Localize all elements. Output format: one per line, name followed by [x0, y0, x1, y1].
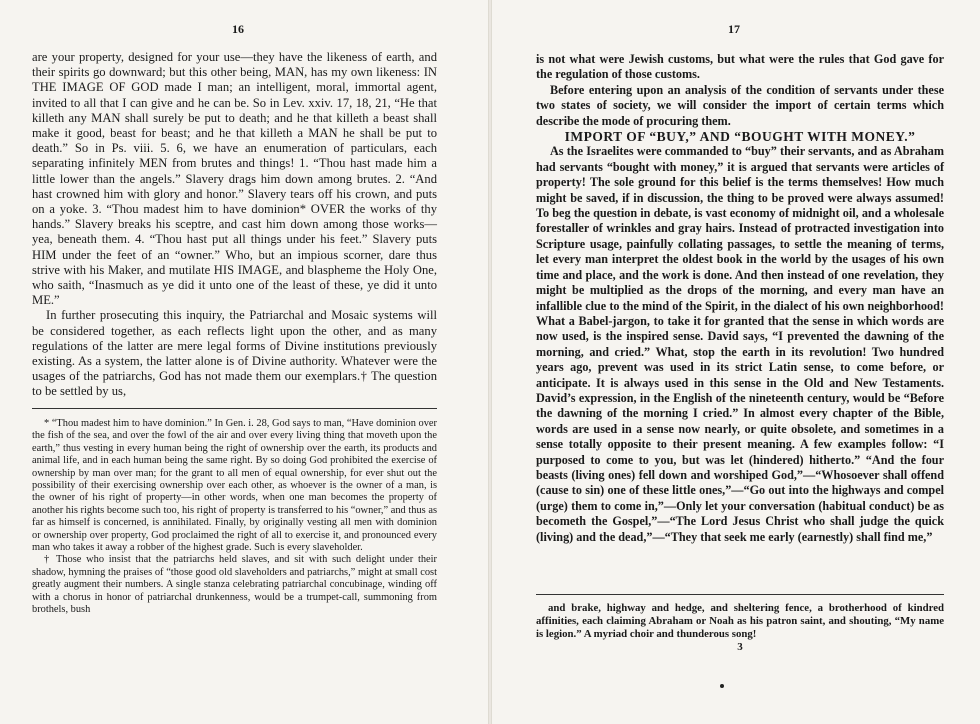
ink-speck	[720, 684, 724, 688]
left-footnote-2: † Those who insist that the patriarchs held slaves, and sit with such delight under their shadow, hymning the praises of “those good old slaveholders and patriarchs,” might at small cost greatly augment their numbers. A single stanza celebrating patriarchal concubinage, winding off with a chorus in honor of patriarchal drunkenness, would be a trumpet-call, summoning from brothels, bush	[32, 554, 437, 616]
left-page-number: 16	[232, 22, 244, 36]
right-footnote: and brake, highway and hedge, and sheltering fence, a brotherhood of kindred affinities, each claiming Abraham or Noah as his patron saint, and shouting, “My name is legion.” A myriad choir and thunderous song!	[536, 602, 944, 640]
right-body-text	[536, 52, 944, 545]
left-footnotes	[32, 418, 437, 617]
left-footnote-rule	[32, 408, 437, 409]
right-page-number: 17	[728, 22, 740, 36]
right-paragraph-2: Before entering upon an analysis of the condition of servants under these two states of society, we will consider the import of certain terms which describe the mode of procuring them.	[536, 82, 944, 128]
left-footnote-1: * “Thou madest him to have dominion.” In Gen. i. 28, God says to man, “Have dominion over the fish of the sea, and over the fowl of the air and over every living thing that moveth upon the earth,” thus vesting in every human being the right of ownership over the earth, its products and animal life, and in each human being the same right. By so doing God prohibited the exercise of ownership by man over man; for the grant to all men of equal ownership, for ever shut out the possibility of their exercising ownership over each other, as whoever is the owner of a man, is the owner of his right of property—in other words, when one man becomes the property of another his rights become such too, his right of property is transferred to his “owner,” and thus as far as himself is concerned, is annihilated. Finally, by originally vesting all men with dominion or ownership over property, God proclaimed the right of all to exercise it, and pronounced every man who takes it away a robber of the highest grade. Such is every slaveholder.	[32, 418, 437, 554]
right-footnote-rule	[536, 594, 944, 595]
right-page	[490, 0, 980, 724]
left-paragraph-2: In further prosecuting this inquiry, the Patriarchal and Mosaic systems will be considered together, as each reflects light upon the other, and as many regulations of the latter are mere legal forms of Divine institutions previously existing. As a system, the latter alone is of Divine authority. Whatever were the usages of the patriarchs, God has not made them our exemplars.† The question to be settled by us,	[32, 308, 437, 399]
left-body-text	[32, 50, 437, 400]
right-paragraph-3: As the Israelites were commanded to “buy” their servants, and as Abraham had servants “bought with money,” it is argued that servants were articles of property! The sole ground for this belief is the terms themselves! How much might be saved, if in discussion, the thing to be proved were always assumed! To beg the question in debate, is vast economy of midnight oil, and a wholesale forestaller of wrinkles and gray hairs. Instead of protracted investigation into Scripture usage, painfully collating passages, to settle the meaning of terms, let every man interpret the oldest book in the world by the usages of his own time and place, and the work is done. And then instead of one revelation, they might be multiplied as the drops of the morning, and every man have an infallible clue to the mind of the Spirit, in the dialect of his own neighborhood! What a Babel-jargon, to take it for granted that the sense in which words are now used, is the inspired sense. David says, “I prevented the dawning of the morning, and cried.” What, stop the earth in its revolution! Two hundred years ago, prevent was used in its strict Latin sense, to come before, or anticipate. It is always used in this sense in the Old and New Testaments. David’s expression, in the English of the nineteenth century, would be “Before the dawning of the morning I cried.” In almost every chapter of the Bible, words are used in a sense now nearly, or quite obsolete, and sometimes in a sense totally opposite to their present meaning. A few examples follow: “I purposed to come to you, but was let (hindered) hitherto.” “And the four beasts (living ones) fell down and worshiped God,”—“Whosoever shall offend (cause to sin) one of these little ones,”—“Go out into the highways and compel (urge) them to come in,”—Only let your conversation (habitual conduct) be as becometh the Gospel,”—“The Lord Jesus Christ who shall judge the quick (living) and the dead,”—“They that seek me early (earnestly) shall find me,”	[536, 144, 944, 544]
left-paragraph-1: are your property, designed for your use—they have the likeness of earth, and their spirits go downward; but this other being, MAN, has my own likeness: IN THE IMAGE OF GOD made I man; an intelligent, moral, immortal agent, invited to all that I can give and he can be. So in Lev. xxiv. 17, 18, 21, “He that killeth any MAN shall surely be put to death; and he that killeth a beast shall make it good, beast for beast; and he that killeth a MAN he shall be put to death.” So in Ps. viii. 5. 6, we have an enumeration of particulars, each separating infinitely MEN from brutes and things! 1. “Thou hast made him a little lower than the angels.” Slavery drags him down among brutes. 2. “And hast crowned him with glory and honor.” Slavery tears off his crown, and puts on a yoke. 3. “Thou madest him to have dominion* OVER the works of thy hands.” Slavery breaks his sceptre, and cast him down among those works—yea, beneath them. 4. “Thou hast put all things under his feet.” Slavery puts HIM under the feet of an “owner.” Who, but an impious scorner, dare thus strive with his Maker, and mutilate HIS IMAGE, and blaspheme the Holy One, who saith, “Inasmuch as ye did it unto one of the least of these, ye did it unto ME.”	[32, 50, 437, 308]
right-footnotes	[536, 602, 944, 654]
section-heading: IMPORT OF “BUY,” AND “BOUGHT WITH MONEY.”	[564, 129, 916, 145]
signature-mark: 3	[737, 641, 743, 653]
right-paragraph-1: is not what were Jewish customs, but what were the rules that God gave for the regulation of those customs.	[536, 52, 944, 82]
